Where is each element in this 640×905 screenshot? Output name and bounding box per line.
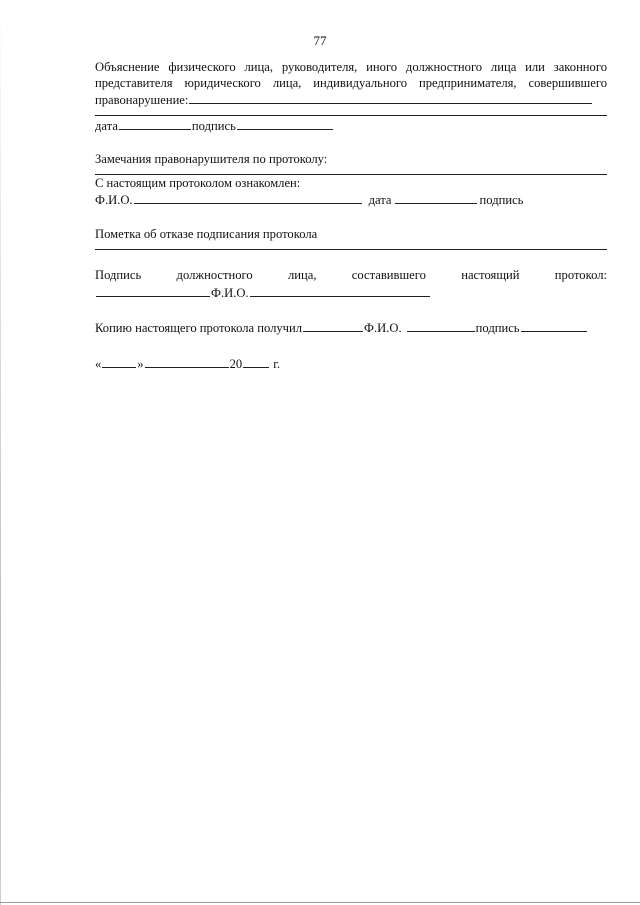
acquainted-row [95, 191, 607, 209]
explanation-field-line[interactable] [95, 115, 607, 116]
acquainted-date-field[interactable] [395, 191, 477, 204]
explanation-signature-label: подпись [191, 118, 236, 133]
explanation-date-field[interactable] [119, 117, 191, 130]
acquainted-text: С настоящим протоколом ознакомлен: [95, 175, 301, 190]
acquainted-fio-label: Ф.И.О. [95, 193, 133, 207]
explanation-signature-field[interactable] [237, 117, 333, 130]
date-day-field[interactable] [102, 355, 136, 368]
copy-received-signature-label: подпись [475, 321, 520, 335]
remarks-text: Замечания правонарушителя по протоколу: [95, 152, 328, 166]
copy-received-field[interactable] [303, 319, 363, 332]
date-open-quote: « [95, 356, 102, 371]
date-year-field[interactable] [243, 355, 269, 368]
date-close-quote: » [137, 356, 144, 371]
explanation-field-inline[interactable] [189, 91, 592, 104]
scan-edge-bottom [0, 902, 640, 903]
official-signature-field[interactable] [96, 284, 210, 297]
refusal-text: Пометка об отказе подписания протокола [95, 226, 318, 241]
acquainted-signature-label: подпись [479, 193, 524, 207]
scan-edge-left [0, 0, 1, 905]
official-fio-label: Ф.И.О. [211, 285, 249, 300]
acquainted-date-label: дата [368, 193, 392, 207]
explanation-text: Объяснение физического лица, руководителя, иного должностного лица или законного представителя юридического лица, индивидуального предпринимателя, совершившего правонарушение: [95, 60, 607, 107]
explanation-date-label: дата [95, 118, 118, 133]
copy-received-fio-label: Ф.И.О. [364, 321, 402, 335]
official-signature-text: Подпись должностного лица, составившего настоящий протокол: [95, 268, 607, 282]
remarks-field-line[interactable] [95, 174, 607, 175]
copy-received-text: Копию настоящего протокола получил [95, 321, 303, 335]
copy-received-signature-field[interactable] [521, 319, 587, 332]
acquainted-fio-field[interactable] [134, 191, 362, 204]
date-year-prefix: 20 [229, 356, 243, 371]
explanation-section [95, 60, 607, 109]
copy-received-fio-field[interactable] [407, 319, 475, 332]
explanation-sign-row [95, 117, 607, 135]
official-fio-field[interactable] [250, 284, 430, 297]
date-year-suffix: г. [273, 356, 281, 371]
date-month-field[interactable] [145, 355, 229, 368]
official-signature-row [95, 284, 607, 302]
page-number: 77 [313, 33, 327, 48]
protocol-form [95, 60, 607, 372]
copy-received-row [95, 319, 607, 337]
date-line [95, 355, 607, 373]
